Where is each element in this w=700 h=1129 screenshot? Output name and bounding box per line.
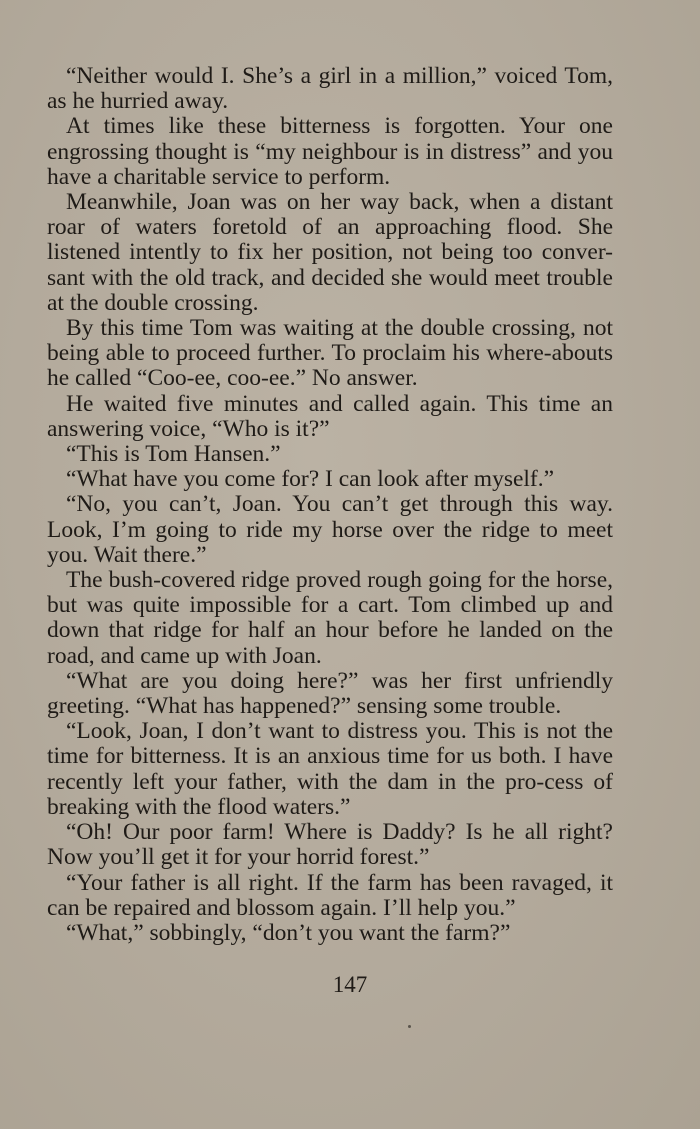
- paragraph: “Look, Joan, I don’t want to distress you. This is not the time for bitterness. It is an anxious time for us both. I have recently left your father, with the dam in the pro-cess of breaking with the flood waters.”: [47, 718, 613, 820]
- page-number: 147: [332, 972, 368, 997]
- body-text: [47, 64, 613, 946]
- paragraph: “This is Tom Hansen.”: [66, 441, 281, 468]
- paragraph: “Your father is all right. If the farm has been ravaged, it can be repaired and blossom again. I’ll help you.”: [47, 869, 613, 921]
- paragraph: “What,” sobbingly, “don’t you want the farm?”: [66, 919, 511, 946]
- paragraph: The bush-covered ridge proved rough going for the horse, but was quite impossible for a cart. Tom climbed up and down that ridge for half an hour before he landed on the road, and came up with Joan.: [47, 567, 613, 669]
- paragraph: He waited five minutes and called again. This time an answering voice, “Who is it?”: [47, 390, 613, 442]
- paragraph: By this time Tom was waiting at the double crossing, not being able to proceed further. To proclaim his where-abouts he called “Coo-ee, coo-ee.” No answer.: [47, 315, 613, 392]
- paragraph: “Neither would I. She’s a girl in a million,” voiced Tom, as he hurried away.: [47, 63, 613, 115]
- paragraph: “What are you doing here?” was her first unfriendly greeting. “What has happened?” sensing some trouble.: [47, 667, 613, 720]
- paragraph: At times like these bitterness is forgotten. Your one engrossing thought is “my neighbour is in distress” and you have a charitable service to perform.: [47, 113, 613, 190]
- paragraph: Meanwhile, Joan was on her way back, when a distant roar of waters foretold of an approaching flood. She listened intently to fix her position, not being too conver-sant with the old track, and decided she would meet trouble at the double crossing.: [47, 189, 613, 316]
- paragraph: “What have you come for? I can look after myself.”: [66, 466, 555, 493]
- paragraph: “Oh! Our poor farm! Where is Daddy? Is he all right? Now you’ll get it for your horrid forest.”: [47, 819, 613, 871]
- paragraph: “No, you can’t, Joan. You can’t get through this way. Look, I’m going to ride my horse over the ridge to meet you. Wait there.”: [47, 491, 613, 568]
- paper-speck: [408, 1025, 411, 1028]
